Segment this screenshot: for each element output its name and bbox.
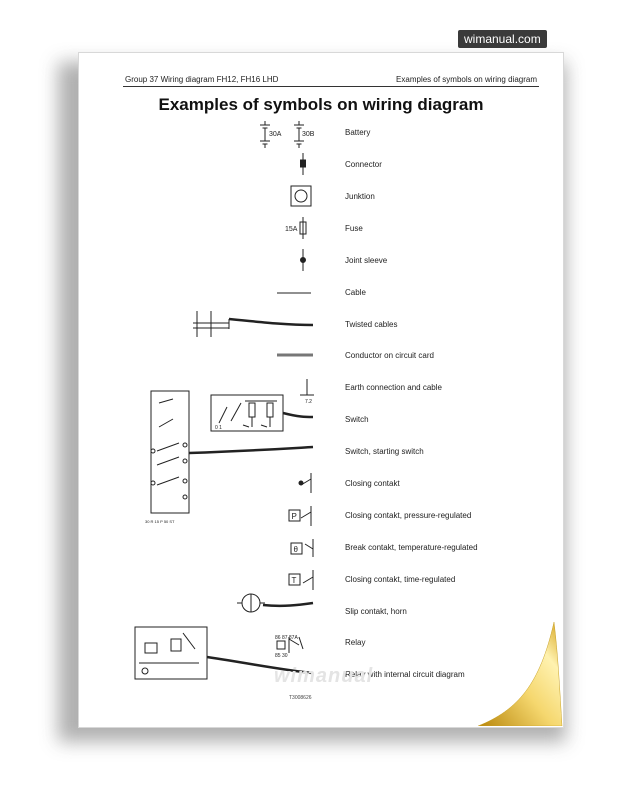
junction-icon [291, 186, 311, 206]
relay-terminals: 86 87 87A [275, 635, 298, 641]
label-battery: Battery [345, 128, 371, 137]
fuse-label: 15A [285, 226, 298, 233]
label-temperature-contact: Break contakt, temperature-regulated [345, 543, 478, 552]
label-fuse: Fuse [345, 224, 363, 233]
closing-contact-icon [299, 473, 311, 493]
label-junction: Junktion [345, 192, 375, 201]
battery-a-label: 30A [269, 131, 282, 138]
relay-terminals-low: 85 30 [275, 653, 288, 659]
temperature-symbol: θ [293, 545, 298, 554]
time-symbol: T [291, 576, 297, 585]
twisted-cables-icon [193, 311, 229, 337]
earth-icon [300, 379, 314, 395]
label-circuit-conductor: Conductor on circuit card [345, 351, 434, 360]
connector-icon [301, 153, 306, 175]
label-switch: Switch [345, 415, 369, 424]
label-joint-sleeve: Joint sleeve [345, 256, 388, 265]
label-time-contact: Closing contakt, time-regulated [345, 575, 456, 584]
starting-switch-leader [189, 447, 313, 453]
starting-switch-icon [151, 391, 189, 513]
header-left: Group 37 Wiring diagram FH12, FH16 LHD [125, 75, 279, 84]
label-closing-contact: Closing contakt [345, 479, 400, 488]
twisted-cables-leader [229, 319, 313, 325]
label-connector: Connector [345, 160, 382, 169]
header-right: Examples of symbols on wiring diagram [396, 75, 537, 84]
watermark: wimanual [274, 665, 374, 687]
relay-circuit-icon [135, 627, 207, 679]
earth-label: 7.2 [305, 399, 312, 405]
label-twisted-cables: Twisted cables [345, 320, 398, 329]
page-curl-icon [468, 614, 564, 726]
label-relay-circuit: Relay with internal circuit diagram [345, 670, 465, 679]
pressure-symbol: P [291, 512, 297, 521]
joint-sleeve-icon [301, 249, 306, 271]
fuse-icon [300, 217, 306, 239]
horn-leader [263, 603, 313, 606]
label-earth: Earth connection and cable [345, 383, 442, 392]
label-pressure-contact: Closing contakt, pressure-regulated [345, 511, 472, 520]
battery-b-label: 30B [302, 131, 315, 138]
label-relay: Relay [345, 638, 366, 647]
horn-icon [237, 594, 265, 612]
figure-reference: T3008626 [289, 695, 312, 701]
page-title: Examples of symbols on wiring diagram [158, 95, 484, 114]
site-badge[interactable]: wimanual.com [458, 30, 547, 48]
switch-position-label: 0 1 [215, 425, 222, 431]
starting-switch-terminals: 30 R 15 P 50 ST [145, 519, 175, 524]
label-starting-switch: Switch, starting switch [345, 447, 424, 456]
switch-leader [283, 413, 313, 417]
label-horn: Slip contakt, horn [345, 607, 407, 616]
label-cable: Cable [345, 288, 366, 297]
